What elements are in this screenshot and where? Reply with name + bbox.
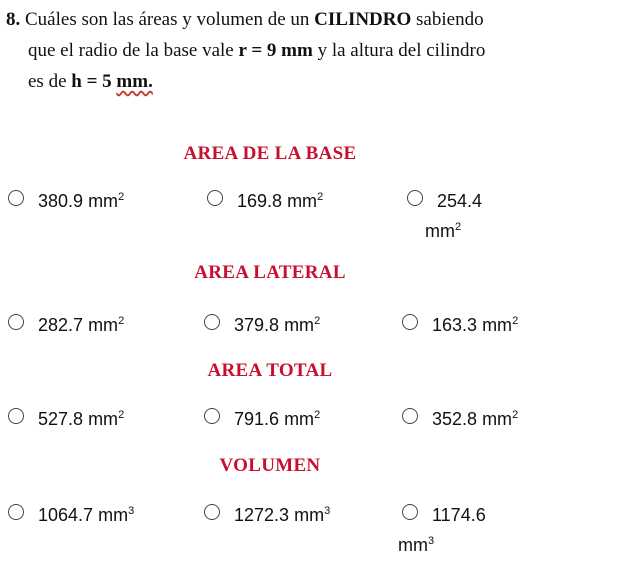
- radio-button[interactable]: [207, 190, 223, 206]
- option-area-total-3[interactable]: 352.8 $mm^2$: [402, 406, 518, 432]
- radio-button[interactable]: [8, 314, 24, 330]
- question-number: 8.: [6, 9, 21, 30]
- question-line-1: 8. Cuáles son las áreas y volumen de un CILINDRO sabiendo: [6, 9, 484, 30]
- option-volumen-3[interactable]: 1174.6 $mm^3$: [398, 505, 486, 555]
- radio-button[interactable]: [8, 504, 24, 520]
- option-volumen-1[interactable]: 1064.7 $mm^3$: [8, 502, 134, 528]
- option-area-base-3[interactable]: 254.4 $mm^2$: [407, 188, 507, 244]
- section-title-area-total: AREA TOTAL: [207, 360, 333, 381]
- option-area-total-1[interactable]: 527.8 $mm^2$: [8, 406, 124, 432]
- section-title-volumen: VOLUMEN: [219, 455, 321, 476]
- question-text: [6, 4, 606, 97]
- radio-button[interactable]: [8, 408, 24, 424]
- question-line-2: que el radio de la base vale r = 9 mm y la altura del cilindro: [28, 40, 486, 61]
- option-area-lateral-2[interactable]: 379.8 $mm^2$: [204, 312, 320, 338]
- option-area-lateral-1[interactable]: 282.7 $mm^2$: [8, 312, 124, 338]
- radio-button[interactable]: [402, 314, 418, 330]
- option-area-total-2[interactable]: 791.6 $mm^2$: [204, 406, 320, 432]
- height-value: h = 5: [71, 71, 117, 92]
- option-area-lateral-3[interactable]: 163.3 $mm^2$: [402, 312, 518, 338]
- section-title-area-lateral: AREA LATERAL: [194, 262, 346, 283]
- option-volumen-2[interactable]: 1272.3 $mm^3$: [204, 502, 330, 528]
- radio-button[interactable]: [8, 190, 24, 206]
- radio-button[interactable]: [204, 504, 220, 520]
- question-line-3: es de h = 5 mm.: [28, 71, 153, 92]
- radio-button[interactable]: [204, 314, 220, 330]
- section-title-area-base: AREA DE LA BASE: [183, 143, 357, 164]
- option-area-base-1[interactable]: 380.9 $mm^2$: [8, 188, 124, 214]
- option-area-base-2[interactable]: 169.8 $mm^2$: [207, 188, 323, 214]
- radius-value: r = 9 mm: [238, 40, 313, 61]
- radio-button[interactable]: [402, 504, 418, 520]
- radio-button[interactable]: [407, 190, 423, 206]
- radio-button[interactable]: [402, 408, 418, 424]
- height-unit: mm.: [116, 71, 153, 92]
- radio-button[interactable]: [204, 408, 220, 424]
